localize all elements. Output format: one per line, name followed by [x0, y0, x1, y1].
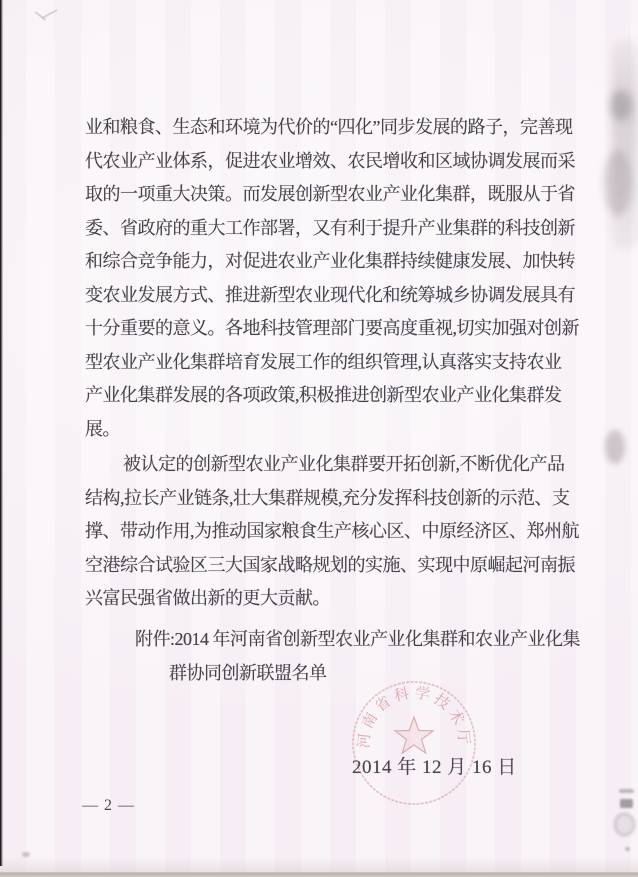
official-seal — [344, 673, 484, 813]
text-line: 和综合竞争能力，对促进农业产业化集群持续健康发展、加快转 — [85, 251, 575, 271]
scan-smudge — [620, 799, 633, 808]
text-line: 被认定的创新型农业产业化集群要开拓创新,不断优化产品 — [123, 454, 565, 474]
scan-smudge — [610, 90, 632, 120]
text-line: 代农业产业体系，促进农业增效、农民增收和区域协调发展而采 — [85, 150, 575, 171]
document-date: 2014 年 12 月 16 日 — [352, 757, 517, 778]
scan-smudge — [614, 813, 635, 836]
attachment-line: 附件:2014 年河南省创新型农业产业化集群和农业产业化集 — [135, 629, 580, 649]
scan-smudge — [612, 40, 638, 250]
text-line: 委、省政府的重大工作部署，又有利于提升产业集群的科技创新 — [85, 217, 575, 238]
text-line: 空港综合试验区三大国家战略规划的实施、实现中原崛起河南振 — [85, 554, 575, 575]
body-paragraph-1 — [85, 111, 579, 446]
scan-bottom-edge — [0, 871, 638, 877]
scan-bottom-shadow — [0, 857, 638, 871]
scan-smudge — [605, 430, 625, 464]
scan-left-edge — [0, 0, 3, 866]
text-line: 业和粮食、生态和环境为代价的“四化”同步发展的路子，完善现 — [85, 117, 573, 137]
text-line: 变农业发展方式、推进新型农业现代化和统筹城乡协调发展具有 — [85, 284, 575, 305]
seal-arc-text: 河南省科学技术厅 — [356, 685, 472, 749]
page-number: — 2 — — [82, 797, 135, 814]
text-line: 展。 — [85, 418, 120, 439]
text-line: 撑、带动作用,为推动国家粮食生产核心区、中原经济区、郑州航 — [85, 521, 579, 541]
scan-smudge — [604, 150, 632, 216]
star-icon — [395, 717, 433, 753]
body-paragraph-2 — [85, 448, 579, 616]
text-line: 型农业产业化集群培育发展工作的组织管理,认真落实支持农业 — [85, 351, 562, 372]
attachment-line: 群协同创新联盟名单 — [169, 662, 327, 683]
scan-smudge — [625, 847, 630, 851]
text-line: 取的一项重大决策。而发展创新型农业产业化集群，既服从于省 — [85, 184, 575, 204]
scan-corner-mark — [32, 6, 58, 26]
text-line: 结构,拉长产业链条,壮大集群规模,充分发挥科技创新的示范、支 — [85, 487, 570, 508]
text-line: 产业化集群发展的各项政策,积极推进创新型农业产业化集群发 — [85, 385, 562, 405]
text-line: 十分重要的意义。各地科技管理部门要高度重视,切实加强对创新 — [85, 318, 579, 338]
text-line: 兴富民强省做出新的更大贡献。 — [85, 588, 330, 608]
scan-smudge — [619, 789, 634, 793]
